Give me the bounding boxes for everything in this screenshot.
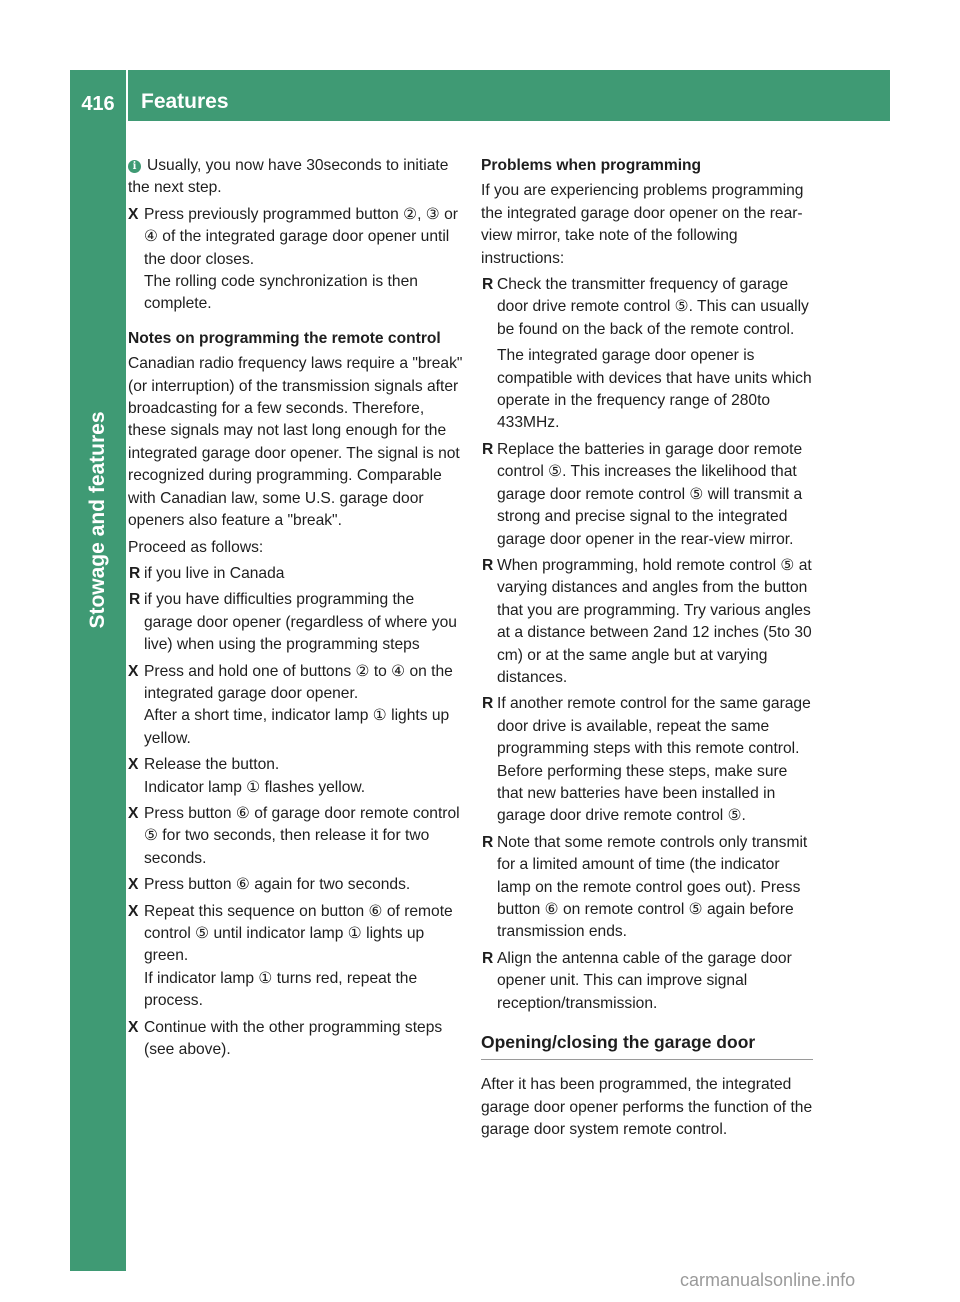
bullet-icon: R: [482, 949, 494, 967]
step-item: [128, 204, 463, 316]
info-icon: i: [128, 160, 141, 173]
header-divider: [126, 70, 128, 121]
step-item: [128, 803, 463, 870]
bullet-text: if you live in Canada: [144, 564, 285, 582]
step-arrow-icon: X: [128, 804, 139, 822]
step-arrow-icon: X: [128, 205, 139, 223]
bullet-item: [481, 555, 813, 689]
bullet-item: [128, 563, 463, 585]
step-arrow-icon: X: [128, 756, 139, 774]
step-item: [128, 1017, 463, 1062]
step-item: [128, 754, 463, 799]
bullet-item: [481, 693, 813, 827]
bullet-icon: R: [129, 564, 141, 582]
bullet-text: Align the antenna cable of the garage door opener unit. This can improve signal reception/transmission.: [497, 949, 792, 1012]
step-item: [128, 874, 463, 896]
bullet-text: if you have difficulties programming the garage door opener (regardless of where you live) when using the programming steps: [144, 591, 457, 654]
notes-paragraph: Canadian radio frequency laws require a "break" (or interruption) of the transmission signals after broadcasting for a few seconds. Therefore, these signals may not last long enough for the integrated garage door opener. The signal is not recognized during programming. Comparable with Canadian law, some U.S. garage door openers also feature a "break".: [128, 355, 463, 530]
step-item: [128, 661, 463, 751]
step-text: Press button ⑥ again for two seconds.: [144, 876, 411, 894]
left-column: [128, 155, 463, 1065]
bullet-icon: R: [482, 695, 494, 713]
proceed-text: Proceed as follows:: [128, 538, 264, 556]
side-tab-end: [70, 1239, 126, 1271]
problems-heading: Problems when programming: [481, 157, 702, 174]
bullet-text: Note that some remote controls only transmit for a limited amount of time (the indicator lamp on the remote control goes out). Press button ⑥ on remote control ⑤ again before transmission ends.: [497, 833, 808, 941]
page-title: Features: [141, 90, 229, 113]
bullet-text: If another remote control for the same garage door drive is available, repeat the same programming steps with this remote control. Before performing these steps, make sure that new batteries have been installed in garage door drive remote control ⑤.: [497, 695, 811, 825]
side-tab: [70, 121, 126, 1239]
bullet-item: [481, 274, 813, 435]
bullet-item: [481, 439, 813, 551]
step-arrow-icon: X: [128, 1018, 139, 1036]
step-text: Repeat this sequence on button ⑥ of remote control ⑤ until indicator lamp ① lights up green.: [144, 902, 453, 965]
step-arrow-icon: X: [128, 876, 139, 894]
watermark: carmanualsonline.info: [680, 1270, 856, 1290]
step-arrow-icon: X: [128, 662, 139, 680]
bullet-icon: R: [482, 556, 494, 574]
step-result: If indicator lamp ① turns red, repeat the process.: [144, 969, 418, 1010]
step-item: [128, 901, 463, 1013]
section-title: Opening/closing the garage door: [481, 1031, 813, 1060]
bullet-icon: R: [482, 833, 494, 851]
notes-heading: Notes on programming the remote control: [128, 329, 441, 347]
bullet-item: [128, 589, 463, 656]
step-text: Press and hold one of buttons ② to ④ on the integrated garage door opener.: [144, 662, 453, 702]
step-text: Press button ⑥ of garage door remote control ⑤ for two seconds, then release it for two seconds.: [144, 804, 460, 867]
bullet-text: Replace the batteries in garage door remote control ⑤. This increases the likelihood that garage door remote control ⑤ will transmit a strong and precise signal to the integrated garage door opener in the rear-view mirror.: [497, 440, 803, 548]
bullet-icon: R: [129, 591, 141, 609]
info-note-text: Usually, you now have 30seconds to initiate the next step.: [128, 157, 449, 197]
step-text: Continue with the other programming steps (see above).: [144, 1018, 443, 1059]
side-tab-label: Stowage and features: [86, 411, 109, 629]
bullet-icon: R: [482, 276, 494, 294]
step-text: Press previously programmed button ②, ③ or ④ of the integrated garage door opener until the door closes.: [144, 205, 458, 268]
right-column: [481, 155, 813, 1146]
bullet-extra: The integrated garage door opener is compatible with devices that have units which operate in the frequency range of 280to 433MHz.: [497, 347, 812, 432]
page-number: 416: [81, 93, 115, 115]
step-arrow-icon: X: [128, 902, 139, 920]
bullet-item: [481, 948, 813, 1015]
step-text: Release the button.: [144, 756, 280, 774]
info-note: [128, 155, 463, 200]
bullet-icon: R: [482, 440, 494, 458]
step-result: The rolling code synchronization is then complete.: [144, 273, 418, 313]
problems-intro: If you are experiencing problems programming the integrated garage door opener on the rear-view mirror, take note of the following instructions:: [481, 182, 804, 267]
step-result: Indicator lamp ① flashes yellow.: [144, 778, 366, 796]
step-result: After a short time, indicator lamp ① lights up yellow.: [144, 707, 450, 747]
bullet-text: When programming, hold remote control ⑤ at varying distances and angles from the button that you are programming. Try various angles at a distance between 2and 12 inches (5to 30 cm) or at the same angle but at varying distances.: [497, 556, 812, 686]
bullet-text: Check the transmitter frequency of garage door drive remote control ⑤. This can usually be found on the back of the remote control.: [497, 276, 809, 338]
section-paragraph: After it has been programmed, the integrated garage door opener performs the function of the garage door system remote control.: [481, 1076, 813, 1139]
bullet-item: [481, 832, 813, 944]
